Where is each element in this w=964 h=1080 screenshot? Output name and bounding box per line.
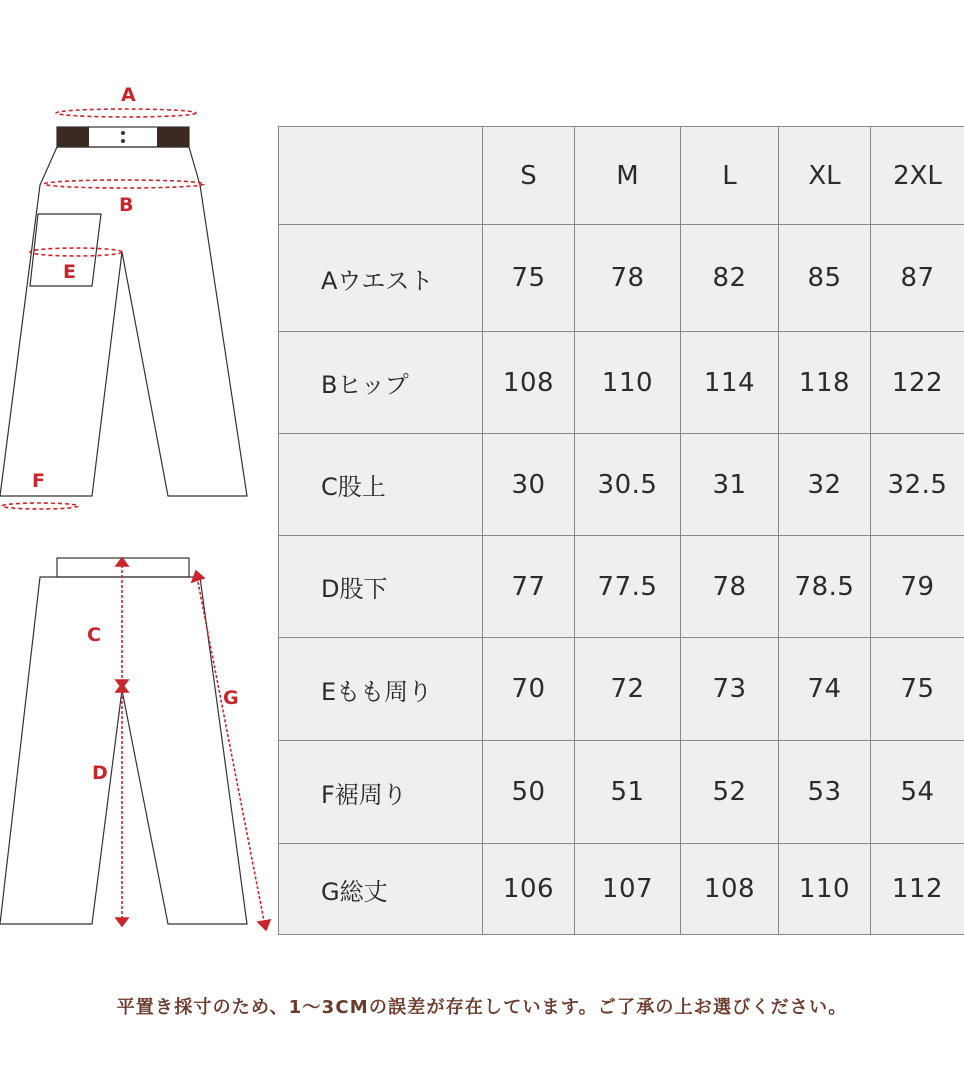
- table-cell: 107: [575, 844, 681, 935]
- table-cell: 85: [779, 225, 871, 332]
- button-dot: [121, 139, 125, 143]
- header-size-2xl: 2XL: [871, 127, 964, 225]
- table-cell: 54: [871, 741, 964, 844]
- total-length-measure-line: [192, 571, 270, 930]
- table-cell: 78: [681, 536, 779, 638]
- hem-measure-ring: [2, 503, 78, 509]
- table-cell: 72: [575, 638, 681, 741]
- header-row: [279, 127, 964, 225]
- table-row: [279, 844, 964, 935]
- table-cell: 52: [681, 741, 779, 844]
- table-cell: 32.5: [871, 434, 964, 536]
- table-cell: 114: [681, 332, 779, 434]
- table-row: [279, 536, 964, 638]
- header-size-m: M: [575, 127, 681, 225]
- table-row: [279, 434, 964, 536]
- table-cell: 75: [871, 638, 964, 741]
- waist-measure-ring: [56, 109, 196, 117]
- table-row: [279, 332, 964, 434]
- table-cell: 70: [483, 638, 575, 741]
- label-b: B: [119, 194, 134, 216]
- header-size-l: L: [681, 127, 779, 225]
- header-size-xl: XL: [779, 127, 871, 225]
- table-cell: 79: [871, 536, 964, 638]
- waistband-left-block: [57, 127, 89, 147]
- table-cell: 87: [871, 225, 964, 332]
- table-cell: 106: [483, 844, 575, 935]
- row-label: Eもも周り: [279, 638, 483, 741]
- table-cell: 30: [483, 434, 575, 536]
- table-row: [279, 638, 964, 741]
- table-row: [279, 225, 964, 332]
- label-e: E: [63, 261, 76, 283]
- table-cell: 108: [681, 844, 779, 935]
- table-cell: 78.5: [779, 536, 871, 638]
- measurement-note: 平置き採寸のため、1〜3CMの誤差が存在しています。ご了承の上お選びください。: [116, 997, 848, 1018]
- table-cell: 82: [681, 225, 779, 332]
- waistband-right-block: [157, 127, 189, 147]
- table-cell: 75: [483, 225, 575, 332]
- row-label: Bヒップ: [279, 332, 483, 434]
- row-label: Aウエスト: [279, 225, 483, 332]
- table-row: [279, 741, 964, 844]
- hip-measure-ring: [44, 180, 204, 188]
- label-c: C: [87, 624, 101, 646]
- pants-side-illustration: [0, 558, 247, 924]
- table-cell: 51: [575, 741, 681, 844]
- pants-front-illustration: [0, 127, 247, 496]
- table-cell: 110: [779, 844, 871, 935]
- size-chart-table: [278, 126, 964, 935]
- row-label: G総丈: [279, 844, 483, 935]
- table-cell: 53: [779, 741, 871, 844]
- header-blank-cell: [279, 127, 483, 225]
- table-cell: 77: [483, 536, 575, 638]
- label-f: F: [32, 470, 45, 492]
- label-d: D: [92, 762, 108, 784]
- label-a: A: [121, 84, 136, 106]
- table-cell: 31: [681, 434, 779, 536]
- table-cell: 32: [779, 434, 871, 536]
- pants-diagram: [0, 0, 278, 960]
- table-cell: 30.5: [575, 434, 681, 536]
- table-cell: 108: [483, 332, 575, 434]
- button-dot: [121, 131, 125, 135]
- table-cell: 74: [779, 638, 871, 741]
- table-cell: 78: [575, 225, 681, 332]
- table-cell: 122: [871, 332, 964, 434]
- table-cell: 73: [681, 638, 779, 741]
- row-label: D股下: [279, 536, 483, 638]
- table-cell: 118: [779, 332, 871, 434]
- thigh-measure-ring: [30, 248, 122, 256]
- row-label: F裾周り: [279, 741, 483, 844]
- row-label: C股上: [279, 434, 483, 536]
- table-cell: 112: [871, 844, 964, 935]
- table-cell: 50: [483, 741, 575, 844]
- table-cell: 77.5: [575, 536, 681, 638]
- table-cell: 110: [575, 332, 681, 434]
- header-size-s: S: [483, 127, 575, 225]
- label-g: G: [223, 687, 239, 709]
